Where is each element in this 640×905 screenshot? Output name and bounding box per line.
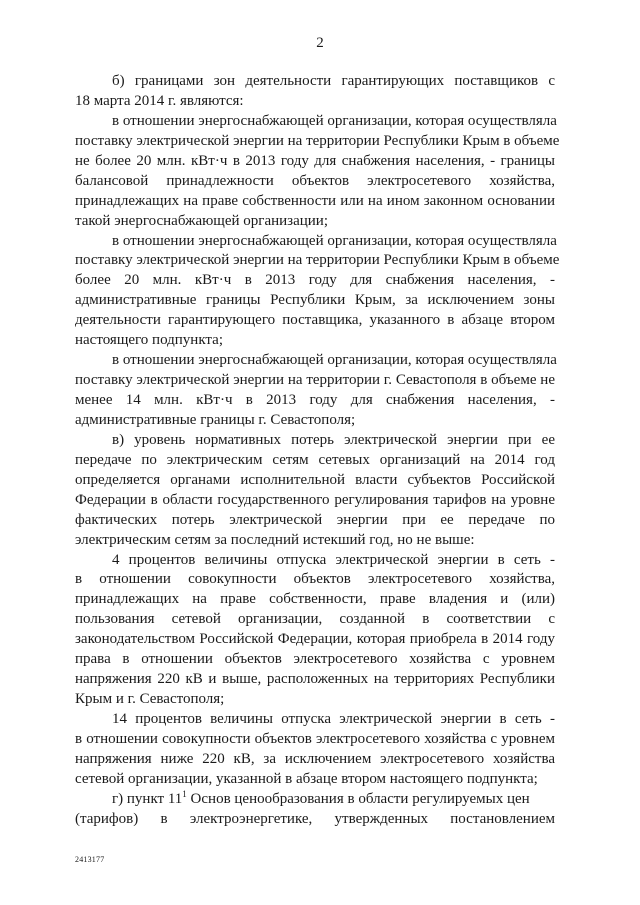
text-line: поставку электрической энергии на территории г. Севастополя в объеме не <box>75 372 555 389</box>
text-line: Крым и г. Севастополя; <box>75 691 225 708</box>
text-line: 4 процентов величины отпуска электрической энергии в сеть - <box>112 551 555 568</box>
text-line: пользования сетевой организации, созданной в соответствии с <box>75 611 555 628</box>
text-line: более 20 млн. кВт·ч в 2013 году для снабжения населения, - <box>75 272 555 289</box>
text-line: (тарифов) в электроэнергетике, утвержденных постановлением <box>75 810 555 827</box>
page-number: 2 <box>316 35 324 51</box>
text-line: настоящего подпункта; <box>75 332 223 349</box>
text-line: балансовой принадлежности объектов электросетевого хозяйства, <box>75 172 555 189</box>
document-body <box>75 72 560 830</box>
text-line: сетевой организации, указанной в абзаце втором настоящего подпункта; <box>75 770 538 787</box>
text-line: принадлежащих на праве собственности или на ином законном основании <box>75 192 555 209</box>
text-line: административные границы г. Севастополя; <box>75 411 356 428</box>
text-fragment: г) пункт 11 <box>112 790 183 807</box>
text-line: в отношении энергоснабжающей организации, которая осуществляла <box>112 232 557 249</box>
text-line: такой энергоснабжающей организации; <box>75 212 328 229</box>
text-line: поставку электрической энергии на территории Республики Крым в объеме <box>75 252 560 269</box>
text-line: деятельности гарантирующего поставщика, указанного в абзаце втором <box>75 312 555 329</box>
text-line: б) границами зон деятельности гарантирующих поставщиков с <box>112 73 555 89</box>
document-code: 2413177 <box>75 855 105 864</box>
text-line: 14 процентов величины отпуска электрической энергии в сеть - <box>112 711 555 727</box>
text-line: законодательством Российской Федерации, которая приобрела в 2014 году <box>75 631 555 648</box>
text-line: определяется органами исполнительной власти субъектов Российской <box>75 471 555 488</box>
text-line: в отношении совокупности объектов электросетевого хозяйства с уровнем <box>75 730 555 747</box>
text-line: напряжения 220 кВ и выше, расположенных на территориях Республики <box>75 671 555 688</box>
text-line: электрическим сетям за последний истекший год, но не выше: <box>75 531 475 548</box>
text-line: в отношении энергоснабжающей организации, которая осуществляла <box>112 112 557 129</box>
text-line: не более 20 млн. кВт·ч в 2013 году для снабжения населения, - границы <box>75 152 555 169</box>
superscript: 1 <box>182 788 187 799</box>
text-line: менее 14 млн. кВт·ч в 2013 году для снабжения населения, - <box>75 392 555 408</box>
text-line: административные границы Республики Крым, за исключением зоны <box>75 292 555 309</box>
text-line: фактических потерь электрической энергии при ее передаче по <box>75 511 555 528</box>
text-line: права в отношении объектов электросетевого хозяйства с уровнем <box>75 651 555 668</box>
text-line: 18 марта 2014 г. являются: <box>75 92 244 109</box>
text-line <box>75 790 555 810</box>
text-line: в отношении энергоснабжающей организации, которая осуществляла <box>112 352 557 369</box>
text-line: в) уровень нормативных потерь электрической энергии при ее <box>112 431 555 448</box>
text-line: поставку электрической энергии на территории Республики Крым в объеме <box>75 132 560 149</box>
text-line: принадлежащих на праве собственности, праве владения и (или) <box>75 591 555 608</box>
text-line: Федерации в области государственного регулирования тарифов на уровне <box>75 491 555 508</box>
text-line: напряжения ниже 220 кВ, за исключением электросетевого хозяйства <box>75 750 555 767</box>
text-fragment: Основ ценообразования в области регулируемых цен <box>186 790 530 807</box>
text-line: в отношении совокупности объектов электросетевого хозяйства, <box>75 571 555 588</box>
text-line: передаче по электрическим сетям сетевых организаций на 2014 год <box>75 451 555 468</box>
